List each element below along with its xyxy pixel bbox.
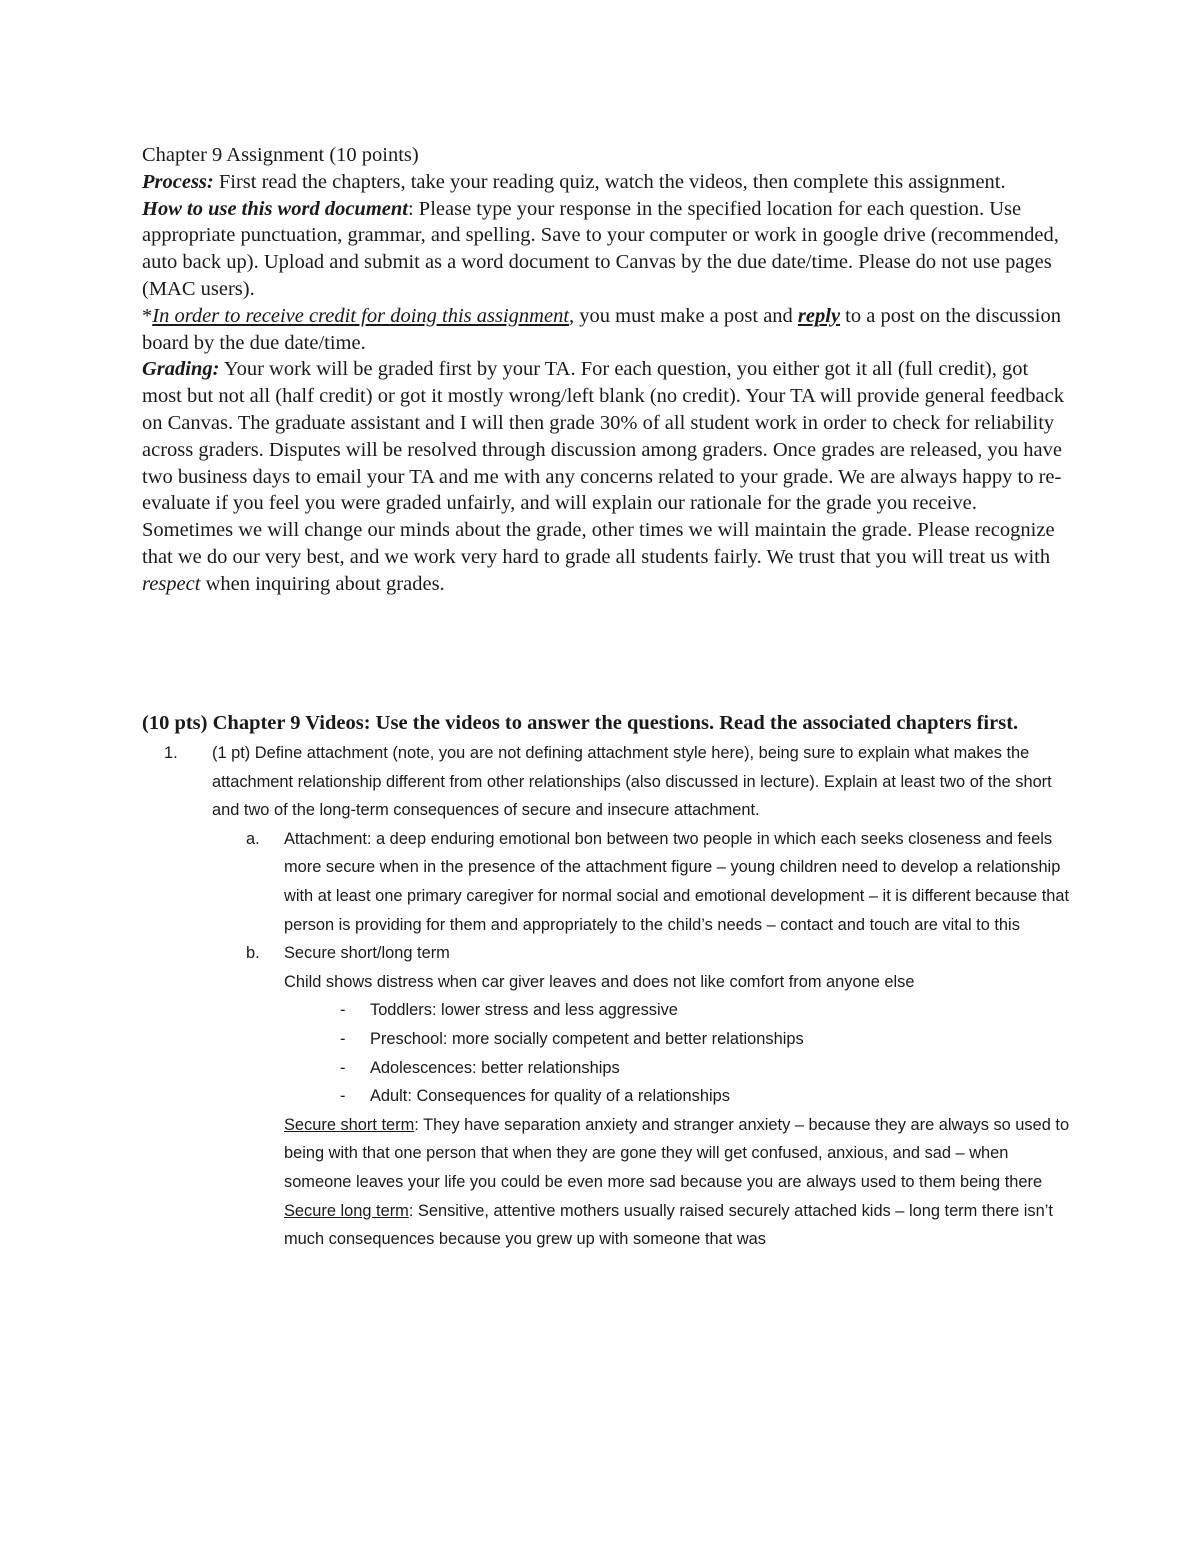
credit-end: to a post on the discussion board by the due date/time. — [142, 304, 1061, 354]
answer-a-letter: a. — [246, 829, 260, 848]
dash-bullet: - — [340, 1029, 346, 1048]
dash-bullet: - — [340, 1058, 346, 1077]
answer-b-letter: b. — [246, 944, 260, 963]
answer-a-text: Attachment: a deep enduring emotional bon between two people in which each seeks closeness and feels more secure when in the presence of the attachment figure – young children need to develop a relationship with at least one primary caregiver for normal social and emotional development – it is different because that person is providing for them and appropriately to the child’s needs – contact and touch are vital to this — [284, 829, 1070, 934]
howto-label: How to use this word document — [142, 197, 408, 220]
grading-label: Grading: — [142, 358, 220, 381]
assignment-title: Chapter 9 Assignment (10 points) — [142, 144, 419, 166]
secure-long-text: : Sensitive, attentive mothers usually raised securely attached kids – long term there isn’t much consequences because you grew up with someone that was — [284, 1201, 1053, 1249]
questions-section — [142, 710, 1072, 1254]
answer-b-title: Secure short/long term — [284, 944, 450, 963]
dash-bullet: - — [340, 1001, 346, 1020]
grading-emphasis: respect — [142, 572, 201, 595]
bullet-text: Adolescences: better relationships — [370, 1058, 620, 1077]
answer-b — [142, 939, 1072, 968]
list-item — [142, 996, 1072, 1025]
credit-prefix: * — [142, 304, 153, 327]
process-paragraph — [142, 169, 1072, 196]
howto-paragraph — [142, 196, 1072, 303]
bullet-text: Toddlers: lower stress and less aggressive — [370, 1001, 678, 1020]
credit-mid: , you must make a post and — [569, 304, 798, 327]
question-text: (1 pt) Define attachment (note, you are not defining attachment style here), being sure to explain what makes the attachment relationship different from other relationships (also discussed in lecture). Explain at least two of the short and two of the long-term consequences of secure and insecure attachment. — [212, 744, 1052, 820]
secure-long-label: Secure long term — [284, 1201, 409, 1220]
howto-text: : Please type your response in the specified location for each question. Use appropriate punctuation, grammar, and spelling. Save to your computer or work in google drive (recommended, auto back up). Upload and submit as a word document to Canvas by the due date/time. Please do not use pages (MAC users). — [142, 197, 1059, 300]
bullet-text: Adult: Consequences for quality of a relationships — [370, 1087, 730, 1106]
secure-long-term — [142, 1197, 1072, 1254]
list-item — [142, 1054, 1072, 1083]
credit-reply: reply — [797, 304, 841, 327]
process-text: First read the chapters, take your reading quiz, watch the videos, then complete this assignment. — [213, 170, 1006, 193]
grading-end: when inquiring about grades. — [200, 572, 445, 595]
dash-bullet: - — [340, 1087, 346, 1106]
grading-paragraph — [142, 356, 1072, 597]
secure-short-term — [142, 1111, 1072, 1197]
bullet-text: Preschool: more socially competent and better relationships — [370, 1029, 804, 1048]
credit-paragraph — [142, 303, 1072, 357]
credit-emphasis: In order to receive credit for doing this assignment — [152, 304, 570, 327]
question-number: 1. — [164, 744, 178, 762]
grading-text: Your work will be graded first by your TA. For each question, you either got it all (full credit), got most but not all (half credit) or got it mostly wrong/left blank (no credit). Your TA will provide general feedback on Canvas. The graduate assistant and I will then grade 30% of all student work in order to check for reliability across graders. Disputes will be resolved through discussion among graders. Once grades are released, you have two business days to email your TA and me with any concerns related to your grade. We are always happy to re-evaluate if you feel you were graded unfairly, and will explain our rationale for the grade you receive. Sometimes we will change our minds about the grade, other times we will maintain the grade. Please recognize that we do our very best, and we work very hard to grade all students fairly. We trust that you will treat us with — [142, 358, 1064, 568]
secure-short-label: Secure short term — [284, 1115, 415, 1134]
secure-short-text: : They have separation anxiety and stranger anxiety – because they are always so used to being with that one person that when they are gone they will get confused, anxious, and sad – when someone leaves your life you could be even more sad because you are always used to them being there — [284, 1115, 1070, 1191]
list-item — [142, 1025, 1072, 1054]
question-1 — [142, 739, 1072, 825]
section-heading: (10 pts) Chapter 9 Videos: Use the videos to answer the questions. Read the associated chapters first. — [142, 712, 1019, 734]
list-item — [142, 1082, 1072, 1111]
answer-b-line2: Child shows distress when car giver leaves and does not like comfort from anyone else — [284, 972, 915, 991]
intro-block — [142, 142, 1072, 598]
answer-a — [142, 825, 1072, 939]
process-label: Process: — [142, 170, 214, 193]
